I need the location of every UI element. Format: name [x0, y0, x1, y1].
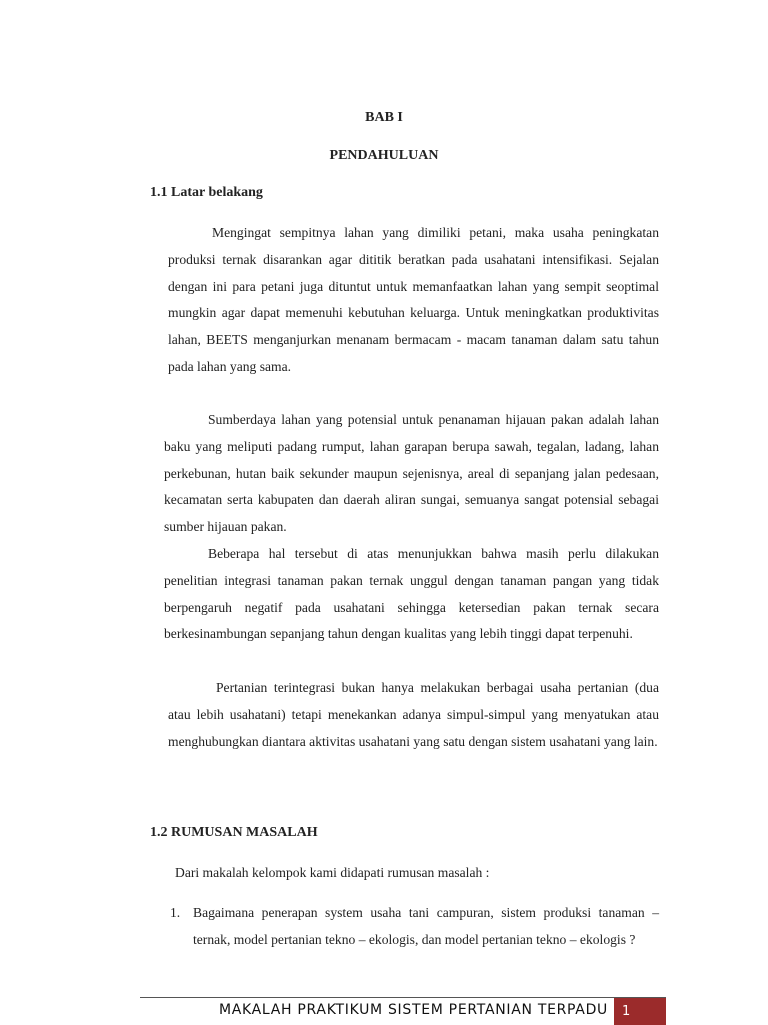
paragraph: Mengingat sempitnya lahan yang dimiliki petani, maka usaha peningkatan produksi ternak disarankan agar dititik beratkan pada usahatani intensifikasi. Sejalan dengan ini para petani juga dituntut untuk memanfaatkan lahan yang sempit seoptimal mungkin agar dapat memenuhi kebutuhan keluarga. Untuk meningkatkan produktivitas lahan, BEETS menganjurkan menanam bermacam - macam tanaman dalam satu tahun pada lahan yang sama. — [168, 225, 659, 374]
paragraph: Sumberdaya lahan yang potensial untuk penanaman hijauan pakan adalah lahan baku yang meliputi padang rumput, lahan garapan berupa sawah, tegalan, ladang, lahan perkebunan, hutan baik sekunder maupun sejenisnya, areal di sepanjang jalan pedesaan, kecamatan serta kabupaten dan daerah aliran sungai, semuanya sangat potensial sebagai sumber hijauan pakan. — [164, 412, 659, 535]
page-number-box — [614, 997, 666, 1025]
footer-divider — [140, 997, 614, 998]
list-item-number: 1. — [170, 905, 181, 920]
footer-title: MAKALAH PRAKTIKUM SISTEM PERTANIAN TERPADU — [218, 1002, 608, 1018]
section-heading-latar-belakang: 1.1 Latar belakang — [150, 185, 263, 200]
section-intro: Dari makalah kelompok kami didapati rumusan masalah : — [175, 865, 490, 880]
chapter-label: BAB I — [365, 110, 403, 125]
section-heading-rumusan-masalah: 1.2 RUMUSAN MASALAH — [150, 825, 318, 840]
paragraph: Pertanian terintegrasi bukan hanya melakukan berbagai usaha pertanian (dua atau lebih usahatani) tetapi menekankan adanya simpul-simpul yang menyatukan atau menghubungkan diantara aktivitas usahatani yang satu dengan sistem usahatani yang lain. — [168, 680, 659, 749]
list-item — [170, 899, 659, 953]
problem-list — [170, 899, 659, 953]
page-number: 1 — [622, 1004, 631, 1019]
paragraph: Beberapa hal tersebut di atas menunjukkan bahwa masih perlu dilakukan penelitian integrasi tanaman pakan ternak unggul dengan tanaman pangan yang tidak berpengaruh negatif pada usahatani sehingga ketersedian pakan ternak secara berkesinambungan sepanjang tahun dengan kualitas yang lebih tinggi dapat terpenuhi. — [164, 546, 659, 642]
list-item-text: Bagaimana penerapan system usaha tani campuran, sistem produksi tanaman – ternak, model pertanian tekno – ekologis, dan model pertanian tekno – ekologis ? — [193, 905, 659, 947]
chapter-title: PENDAHULUAN — [329, 148, 439, 163]
